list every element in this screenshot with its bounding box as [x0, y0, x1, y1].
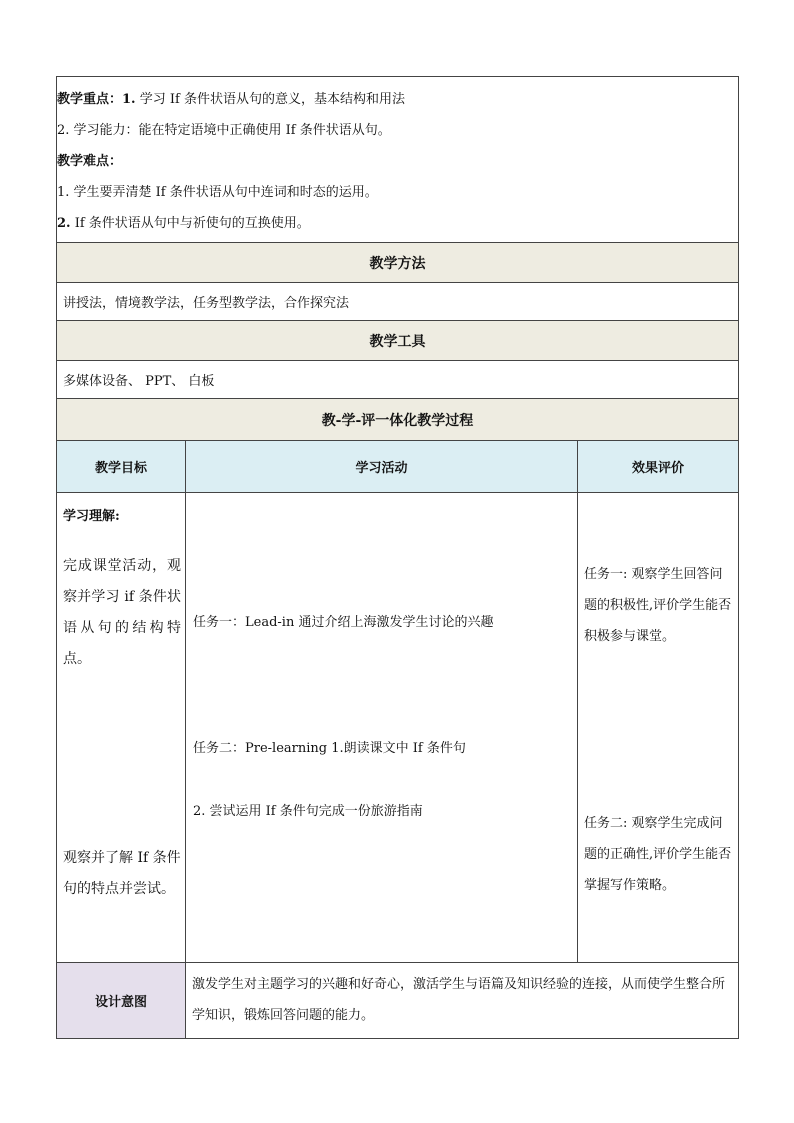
tools-header: 教学工具: [57, 321, 739, 361]
activity-task-2b: 2. 尝试运用 If 条件句完成一份旅游指南: [193, 804, 423, 819]
activity-task-1: 任务一：Lead-in 通过介绍上海激发学生讨论的兴趣: [193, 615, 494, 630]
lesson-plan-table: [56, 76, 739, 1039]
process-header: 教-学-评一体化教学过程: [57, 399, 739, 441]
methods-header: 教学方法: [57, 243, 739, 283]
col-header-goal: 教学目标: [57, 441, 186, 493]
activity-task-2: 任务二：Pre-learning 1.朗读课文中 If 条件句: [193, 741, 466, 756]
eval-cell: [578, 493, 739, 963]
focus-text-1: 学习 If 条件状语从句的意义，基本结构和用法: [135, 92, 405, 107]
goal-1: 完成课堂活动，观察并学习 if 条件状语从句的结构特点。: [63, 558, 181, 667]
difficulty-line-1: 1. 学生要弄清楚 If 条件状语从句中连词和时态的运用。: [57, 185, 378, 200]
col-header-eval: 效果评价: [578, 441, 739, 493]
focus-label: 教学重点：: [57, 92, 123, 107]
col-header-activity: 学习活动: [186, 441, 578, 493]
focus-cell: [57, 77, 739, 243]
difficulty-line-2: [57, 208, 738, 239]
goal-2: 观察并了解 If 条件句的特点并尝试。: [63, 850, 181, 897]
eval-1: 任务一: 观察学生回答问题的积极性,评价学生能否积极参与课堂。: [584, 567, 732, 644]
goal-cell: [57, 493, 186, 963]
design-label: 设计意图: [57, 963, 186, 1039]
focus-line-1: [57, 84, 738, 115]
process-body-row: [57, 493, 739, 963]
design-text: 激发学生对主题学习的兴趣和好奇心，激活学生与语篇及知识经验的连接，从而使学生整合所学知识，锻炼回答问题的能力。: [186, 963, 739, 1039]
difficulty-text-2: If 条件状语从句中与祈使句的互换使用。: [70, 216, 310, 231]
tools-text: 多媒体设备、 PPT、 白板: [57, 361, 739, 399]
focus-num-1: 1.: [122, 92, 136, 107]
difficulty-num-2: 2.: [57, 216, 71, 231]
focus-line-2: 2. 学习能力：能在特定语境中正确使用 If 条件状语从句。: [57, 123, 391, 138]
eval-2: 任务二: 观察学生完成问题的正确性,评价学生能否掌握写作策略。: [584, 816, 732, 893]
difficulty-label: 教学难点：: [57, 154, 123, 169]
activity-cell: [186, 493, 578, 963]
methods-text: 讲授法，情境教学法，任务型教学法，合作探究法: [57, 283, 739, 321]
focus-row: [57, 77, 739, 243]
goal-label: 学习理解:: [63, 509, 120, 524]
design-row: [57, 963, 739, 1039]
